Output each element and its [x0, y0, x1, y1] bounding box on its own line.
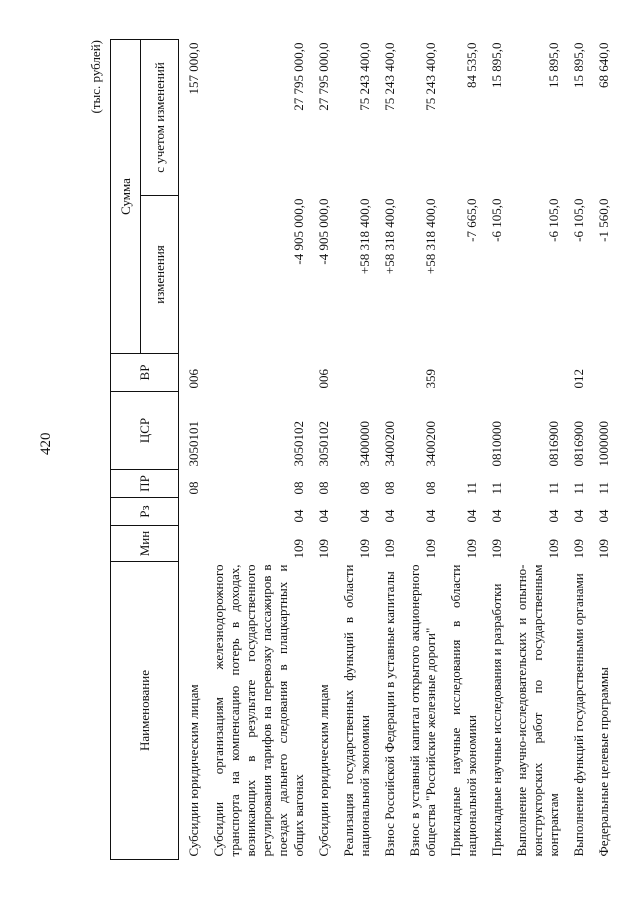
- cell-vr: 359: [423, 369, 438, 389]
- cell-name: Выполнение функций государственными органами: [571, 573, 586, 857]
- cell-vr: 012: [571, 369, 586, 389]
- table-row: [375, 40, 400, 860]
- header-with-change: с учетом изменений: [141, 40, 179, 196]
- cell-min: 109: [316, 539, 331, 559]
- cell-pr: 08: [382, 481, 397, 495]
- header-rz: Рз: [111, 498, 179, 526]
- cell-min: 109: [464, 539, 479, 559]
- cell-vr: [482, 354, 507, 392]
- cell-with-change: 15 895,0: [489, 42, 504, 88]
- cell-rz: 04: [357, 509, 372, 523]
- table-row: [309, 40, 334, 860]
- cell-with-change: 75 243 400,0: [423, 42, 438, 111]
- cell-rz: 04: [464, 509, 479, 523]
- cell-change: -7 665,0: [464, 198, 479, 242]
- cell-rz: 04: [596, 509, 611, 523]
- budget-table: [110, 39, 614, 860]
- cell-csr: 3400200: [382, 421, 397, 467]
- cell-with-change: 157 000,0: [186, 42, 201, 95]
- cell-csr: 3050101: [186, 421, 201, 467]
- cell-min: 109: [489, 539, 504, 559]
- table-header: [111, 40, 179, 860]
- cell-with-change: 75 243 400,0: [382, 42, 397, 111]
- cell-vr: [441, 354, 482, 392]
- cell-pr: 08: [423, 481, 438, 495]
- cell-pr: 08: [291, 481, 306, 495]
- cell-min: 109: [596, 539, 611, 559]
- cell-change: +58 318 400,0: [423, 198, 438, 275]
- cell-name: Субсидии юридическим лицам: [186, 684, 201, 857]
- table-row: [589, 40, 614, 860]
- cell-with-change: 68 640,0: [596, 42, 611, 88]
- cell-change: -6 105,0: [489, 198, 504, 242]
- cell-min: 109: [571, 539, 586, 559]
- cell-min: 109: [382, 539, 397, 559]
- page-number: 420: [38, 432, 54, 455]
- cell-name: Выполнение научно-исследовательских и опытно-конструкторских работ по государственным контрактам: [514, 564, 561, 857]
- table-row: [204, 40, 309, 860]
- cell-pr: 11: [596, 481, 611, 495]
- table-row: [400, 40, 441, 860]
- cell-pr: 08: [316, 481, 331, 495]
- cell-vr: 006: [316, 369, 331, 389]
- cell-csr: 3400000: [357, 421, 372, 467]
- cell-change: -6 105,0: [546, 198, 561, 242]
- cell-pr: 11: [464, 481, 479, 495]
- cell-name: Федеральные целевые программы: [596, 667, 611, 857]
- table-row: [179, 40, 205, 860]
- cell-vr: [589, 354, 614, 392]
- table-row: [482, 40, 507, 860]
- cell-csr: 0810000: [489, 421, 504, 467]
- cell-with-change: 15 895,0: [571, 42, 586, 88]
- cell-vr: [375, 354, 400, 392]
- cell-csr: 0816900: [571, 421, 586, 467]
- cell-change: -1 560,0: [596, 198, 611, 242]
- cell-rz: 04: [423, 509, 438, 523]
- cell-pr: 11: [489, 481, 504, 495]
- cell-rz: 04: [316, 509, 331, 523]
- cell-rz: 04: [546, 509, 561, 523]
- cell-name: Взнос Российской Федерации в уставные капиталы: [382, 571, 397, 857]
- cell-name: Субсидии организациям железнодорожного транспорта на компенсацию потерь в доходах, возникающих в результате государственного регулирования тарифов на перевозку пассажиров в поездах дальнего следования в плацкартных и общих вагонах: [211, 564, 306, 857]
- cell-rz: 04: [291, 509, 306, 523]
- cell-min: 109: [291, 539, 306, 559]
- cell-vr: 006: [186, 369, 201, 389]
- cell-with-change: 84 535,0: [464, 42, 479, 88]
- cell-csr: 3050102: [291, 421, 306, 467]
- table-row: [507, 40, 564, 860]
- cell-pr: 08: [357, 481, 372, 495]
- cell-csr: 0816900: [546, 421, 561, 467]
- rotated-page-content: [88, 40, 611, 860]
- cell-vr: [334, 354, 375, 392]
- cell-with-change: 27 795 000,0: [291, 42, 306, 111]
- header-pr: ПР: [111, 470, 179, 498]
- cell-min: [179, 526, 205, 562]
- cell-csr: 1000000: [596, 421, 611, 467]
- cell-vr: [204, 354, 309, 392]
- header-sum: Сумма: [111, 40, 141, 354]
- cell-name: Прикладные научные исследования и разработки: [489, 583, 504, 857]
- cell-csr: 3050102: [316, 421, 331, 467]
- header-name: Наименование: [111, 562, 179, 860]
- table-row: [334, 40, 375, 860]
- cell-change: +58 318 400,0: [357, 198, 372, 275]
- cell-pr: 11: [546, 481, 561, 495]
- table-row: [441, 40, 482, 860]
- cell-change: -4 905 000,0: [291, 198, 306, 265]
- cell-change: +58 318 400,0: [382, 198, 397, 275]
- cell-name: Прикладные научные исследования в области национальной экономики: [448, 564, 479, 857]
- cell-with-change: 27 795 000,0: [316, 42, 331, 111]
- cell-name: Реализация государственных функций в области национальной экономики: [341, 564, 372, 857]
- cell-name: Взнос в уставный капитал открытого акционерного общества "Российские железные дороги": [407, 564, 438, 857]
- cell-with-change: 75 243 400,0: [357, 42, 372, 111]
- cell-min: 109: [546, 539, 561, 559]
- cell-min: 109: [357, 539, 372, 559]
- cell-csr: 3400200: [423, 421, 438, 467]
- cell-with-change: 15 895,0: [546, 42, 561, 88]
- cell-change: -6 105,0: [571, 198, 586, 242]
- cell-name: Субсидии юридическим лицам: [316, 684, 331, 857]
- units-label: (тыс. рублей): [88, 40, 103, 114]
- header-vr: ВР: [111, 354, 179, 392]
- table-body: [179, 40, 615, 860]
- header-csr: ЦСР: [111, 392, 179, 470]
- cell-vr: [507, 354, 564, 392]
- cell-change: [179, 196, 205, 354]
- cell-pr: 08: [186, 481, 201, 495]
- cell-rz: 04: [382, 509, 397, 523]
- header-min: Мин: [111, 526, 179, 562]
- cell-rz: [179, 498, 205, 526]
- cell-rz: 04: [489, 509, 504, 523]
- cell-rz: 04: [571, 509, 586, 523]
- cell-csr: [441, 392, 482, 470]
- cell-min: 109: [423, 539, 438, 559]
- header-change: изменения: [141, 196, 179, 354]
- table-row: [564, 40, 589, 860]
- cell-pr: 11: [571, 481, 586, 495]
- cell-change: -4 905 000,0: [316, 198, 331, 265]
